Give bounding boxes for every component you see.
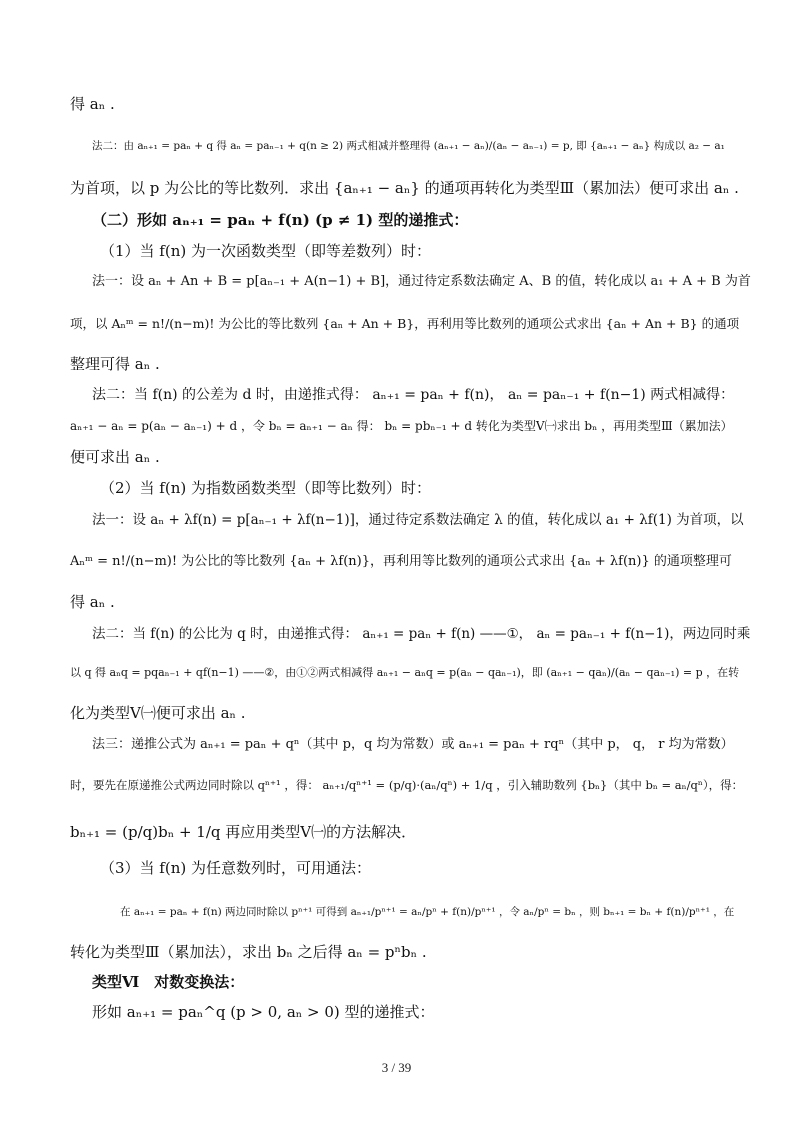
section-heading: 类型Ⅵ 对数变换法： [92,973,245,991]
subsection-heading: （1）当 f(n) 为一次函数类型（即等差数列）时： [100,242,431,260]
text-line: 法一：设 aₙ + An + B = p[aₙ₋₁ + A(n−1) + B]，通过待定系数法确定 A、B 的值，转化成以 a₁ + A + B 为首 [92,274,751,289]
text-line: 形如 aₙ₊₁ = paₙ^q (p > 0, aₙ > 0) 型的递推式： [92,1003,435,1021]
text-line: 项，以 Aₙᵐ = n!/(n−m)! 为公比的等比数列 {aₙ + An + B}，再利用等比数列的通项公式求出 {aₙ + An + B} 的通项 [70,316,740,331]
text-line: 法一：设 aₙ + λf(n) = p[aₙ₋₁ + λf(n−1)]，通过待定系数法确定 λ 的值，转化成以 a₁ + λf(1) 为首项，以 [92,512,744,528]
text-line: bₙ₊₁ = (p/q)bₙ + 1/q 再应用类型Ⅴ㈠的方法解决． [70,823,417,841]
text-line: 转化为类型Ⅲ（累加法），求出 bₙ 之后得 aₙ = pⁿbₙ . [70,943,427,961]
text-line: 便可求出 aₙ . [70,448,160,466]
text-line: 为首项，以 p 为公比的等比数列．求出 {aₙ₊₁ − aₙ} 的通项再转化为类型Ⅲ（累加法）便可求出 aₙ . [70,179,739,197]
text-line: 在 aₙ₊₁ = paₙ + f(n) 两边同时除以 pⁿ⁺¹ 可得到 aₙ₊₁/pⁿ⁺¹ = aₙ/pⁿ + f(n)/pⁿ⁺¹ ，令 aₙ/pⁿ = bₙ ，则 bₙ₊₁ = bₙ + f(n)/pⁿ⁺¹ ，在 [120,906,735,918]
page-number: 3 / 39 [381,1060,412,1075]
text-line: aₙ₊₁ − aₙ = p(aₙ − aₙ₋₁) + d ，令 bₙ = aₙ₊₁ − aₙ 得： bₙ = pbₙ₋₁ + d 转化为类型Ⅴ㈠求出 bₙ ，再用类型Ⅲ（累加法） [70,419,733,433]
text-line: 整理可得 aₙ . [70,355,160,373]
text-line: 法三：递推公式为 aₙ₊₁ = paₙ + qⁿ（其中 p，q 均为常数）或 aₙ₊₁ = paₙ + rqⁿ（其中 p， q， r 均为常数） [92,737,734,752]
text-line: 法二：当 f(n) 的公差为 d 时，由递推式得： aₙ₊₁ = paₙ + f(n)， aₙ = paₙ₋₁ + f(n−1) 两式相减得： [92,387,735,403]
text-line: 得 aₙ . [70,593,115,611]
subsection-heading: （2）当 f(n) 为指数函数类型（即等比数列）时： [100,479,431,497]
text-line: 以 q 得 aₙq = pqaₙ₋₁ + qf(n−1) ——②，由①②两式相减得 aₙ₊₁ − aₙq = p(aₙ − qaₙ₋₁)，即 (aₙ₊₁ − qaₙ)/(aₙ − qaₙ₋₁) = p ，在转 [70,666,740,679]
text-line: 法二：由 aₙ₊₁ = paₙ + q 得 aₙ = paₙ₋₁ + q(n ≥ 2) 两式相减并整理得 (aₙ₊₁ − aₙ)/(aₙ − aₙ₋₁) = p, 即 {aₙ₊₁ − aₙ} 构成以 a₂ − a₁ [92,140,725,152]
text-line: 化为类型Ⅴ㈠便可求出 aₙ . [70,704,246,722]
subsection-heading: （3）当 f(n) 为任意数列时，可用通法： [100,859,371,877]
text-line: Aₙᵐ = n!/(n−m)! 为公比的等比数列 {aₙ + λf(n)}，再利用等比数列的通项公式求出 {aₙ + λf(n)} 的通项整理可 [70,554,732,569]
text-line: 法二：当 f(n) 的公比为 q 时，由递推式得： aₙ₊₁ = paₙ + f(n) ——①， aₙ = paₙ₋₁ + f(n−1)，两边同时乘 [92,626,751,642]
text-line: 时，要先在原递推公式两边同时除以 qⁿ⁺¹ ，得： aₙ₊₁/qⁿ⁺¹ = (p/q)·(aₙ/qⁿ) + 1/q ，引入辅助数列 {bₙ}（其中 bₙ = aₙ/qⁿ），得： [70,778,744,792]
section-heading: （二）形如 aₙ₊₁ = paₙ + f(n) (p ≠ 1) 型的递推式： [92,211,469,229]
text-line: 得 aₙ . [70,95,115,113]
